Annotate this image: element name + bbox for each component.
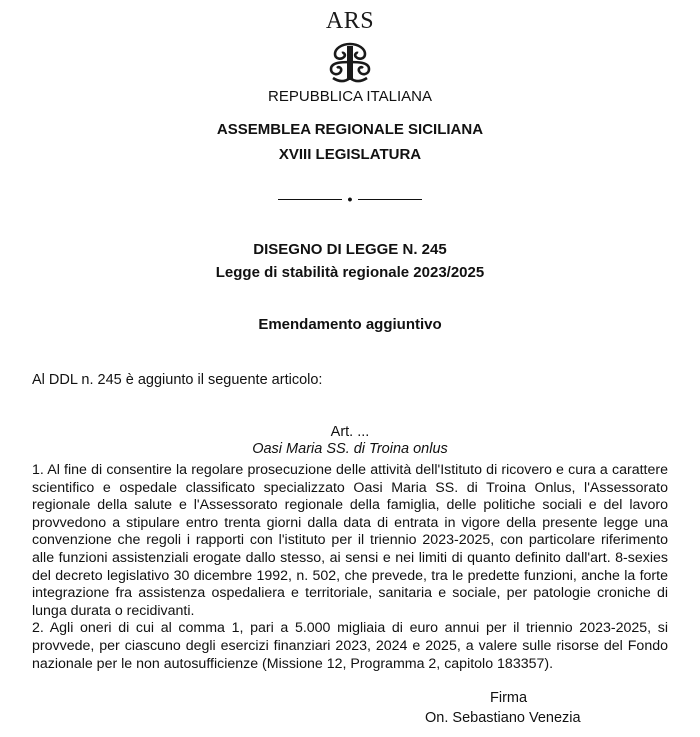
article-paragraph-1: 1. Al fine di consentire la regolare prosecuzione delle attività dell'Istituto di ricovero e cura a carattere scientifico e ospedale classificato specializzato Oasi Maria SS. di Troina Onlus, l'Assessorato regionale della salute e l'Assessorato regionale della famiglia, delle politiche sociali e del lavoro provvedono a stipulare entro trenta giorni dalla data di entrata in vigore della presente legge una convenzione che regoli i rapporti con l'istituto per il triennio 2023-2025, con particolare riferimento alle funzioni assistenziali erogate dallo stesso, ai sensi e nei limiti di quanto definito dall'art. 8-sexies del decreto legislativo 30 dicembre 1992, n. 502, che prevede, tra le predette funzioni, anche la forte integrazione fra assistenza ospedaliera e territoriale, sanitaria e sociale, per patologie croniche di lunga durata o recidivanti. — [32, 462, 668, 619]
signature-name: On. Sebastiano Venezia — [425, 710, 581, 726]
legislature-title: XVIII LEGISLATURA — [278, 146, 422, 163]
bill-number: DISEGNO DI LEGGE N. 245 — [253, 241, 447, 258]
bill-title: Legge di stabilità regionale 2023/2025 — [215, 264, 485, 281]
republic-label: REPUBBLICA ITALIANA — [268, 88, 432, 105]
separator — [0, 190, 700, 207]
article-body — [32, 462, 668, 673]
ars-emblem-icon — [323, 40, 377, 84]
article-subtitle: Oasi Maria SS. di Troina onlus — [252, 441, 448, 457]
signature-label: Firma — [490, 690, 528, 706]
amendment-type: Emendamento aggiuntivo — [258, 316, 442, 333]
separator-dot: • — [347, 191, 353, 208]
assembly-title: ASSEMBLEA REGIONALE SICILIANA — [216, 121, 484, 138]
intro-text: Al DDL n. 245 è aggiunto il seguente articolo: — [32, 372, 323, 388]
article-paragraph-2: 2. Agli oneri di cui al comma 1, pari a 5.000 migliaia di euro annui per il triennio 2023-2025, si provvede, per ciascuno degli esercizi finanziari 2023, 2024 e 2025, a valere sulle risorse del Fondo nazionale per le non autosufficienze (Missione 12, Programma 2, capitolo 183357). — [32, 620, 668, 672]
ars-logo-text: ARS — [325, 8, 375, 34]
article-heading: Art. ... — [330, 424, 370, 440]
